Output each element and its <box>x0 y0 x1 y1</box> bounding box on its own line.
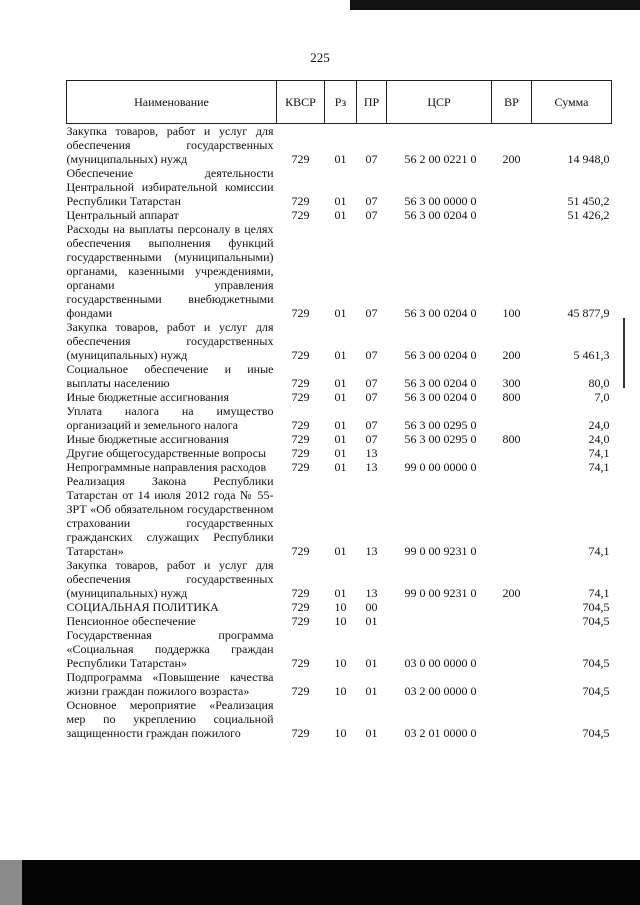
table-row <box>67 446 612 460</box>
cell-kvsr: 729 <box>291 656 310 670</box>
cell-pr: 13 <box>365 544 378 558</box>
cell-pr: 07 <box>365 418 378 432</box>
cell-kvsr: 729 <box>291 418 310 432</box>
table-row <box>67 124 612 167</box>
cell-pr: 00 <box>365 600 378 614</box>
cell-kvsr: 729 <box>291 600 310 614</box>
cell-rz: 01 <box>334 446 347 460</box>
cell-name: Иные бюджетные ассигнования <box>66 432 229 446</box>
cell-rz: 01 <box>334 390 347 404</box>
cell-vr: 100 <box>502 306 521 320</box>
table-row <box>67 404 612 432</box>
cell-name: Другие общегосударственные вопросы <box>66 446 267 460</box>
cell-name: Социальное обеспечение и иные выплаты населению <box>66 362 274 390</box>
cell-pr: 01 <box>365 726 378 740</box>
budget-table <box>66 80 612 740</box>
cell-name: Расходы на выплаты персоналу в целях обеспечения выполнения функций государственными (муниципальными) органами, казенными учреждениями, органами управления государственными внебюджетными фондами <box>66 222 274 320</box>
cell-vr <box>492 698 532 740</box>
cell-vr <box>492 600 532 614</box>
cell-rz: 10 <box>334 600 347 614</box>
cell-rz: 01 <box>334 152 347 166</box>
cell-name: Центральный аппарат <box>66 208 179 222</box>
cell-vr <box>492 614 532 628</box>
cell-rz: 01 <box>334 586 347 600</box>
cell-csr: 03 2 01 0000 0 <box>404 726 477 740</box>
cell-rz: 01 <box>334 460 347 474</box>
cell-vr <box>492 446 532 460</box>
table-row <box>67 222 612 320</box>
cell-kvsr: 729 <box>291 446 310 460</box>
cell-csr <box>387 614 492 628</box>
cell-rz: 01 <box>334 194 347 208</box>
cell-sum: 7,0 <box>594 390 610 404</box>
cell-vr <box>492 208 532 222</box>
table-row <box>67 698 612 740</box>
cell-sum: 74,1 <box>588 544 610 558</box>
cell-rz: 01 <box>334 376 347 390</box>
cell-sum: 704,5 <box>582 684 610 698</box>
cell-pr: 13 <box>365 446 378 460</box>
cell-kvsr: 729 <box>291 586 310 600</box>
cell-csr: 56 2 00 0221 0 <box>404 152 477 166</box>
cell-rz: 10 <box>334 614 347 628</box>
cell-name: Иные бюджетные ассигнования <box>66 390 229 404</box>
cell-kvsr: 729 <box>291 376 310 390</box>
header-sum: Сумма <box>532 81 612 124</box>
table-row <box>67 166 612 208</box>
cell-vr: 200 <box>502 586 521 600</box>
cell-csr: 56 3 00 0204 0 <box>404 306 477 320</box>
cell-pr: 13 <box>365 586 378 600</box>
cell-pr: 07 <box>365 152 378 166</box>
cell-rz: 01 <box>334 348 347 362</box>
cell-vr <box>492 474 532 558</box>
cell-kvsr: 729 <box>291 684 310 698</box>
cell-sum: 704,5 <box>582 726 610 740</box>
cell-name: Основное мероприятие «Реализация мер по укреплению социальной защищенности граждан пожилого <box>66 698 274 740</box>
scan-artifact-edge <box>623 318 625 388</box>
cell-name: Закупка товаров, работ и услуг для обеспечения государственных (муниципальных) нужд <box>66 320 274 362</box>
cell-rz: 01 <box>334 432 347 446</box>
cell-name: Реализация Закона Республики Татарстан от 14 июля 2012 года № 55-ЗРТ «Об обязательном государственном страховании государственных гражданских служащих Республики Татарстан» <box>66 474 274 558</box>
table-row <box>67 208 612 222</box>
cell-sum: 80,0 <box>588 376 610 390</box>
table-row <box>67 670 612 698</box>
cell-pr: 07 <box>365 348 378 362</box>
cell-sum: 74,1 <box>588 446 610 460</box>
cell-sum: 51 426,2 <box>567 208 610 222</box>
cell-vr: 800 <box>502 432 521 446</box>
table-row <box>67 614 612 628</box>
cell-kvsr: 729 <box>291 544 310 558</box>
cell-kvsr: 729 <box>291 306 310 320</box>
cell-sum: 704,5 <box>582 614 610 628</box>
cell-name: Подпрограмма «Повышение качества жизни граждан пожилого возраста» <box>66 670 274 698</box>
cell-pr: 07 <box>365 306 378 320</box>
table-row <box>67 362 612 390</box>
cell-kvsr: 729 <box>291 194 310 208</box>
cell-csr <box>387 600 492 614</box>
cell-csr: 03 2 00 0000 0 <box>404 684 477 698</box>
cell-sum: 704,5 <box>582 656 610 670</box>
cell-sum: 74,1 <box>588 460 610 474</box>
cell-rz: 01 <box>334 418 347 432</box>
cell-name: Закупка товаров, работ и услуг для обеспечения государственных (муниципальных) нужд <box>66 558 274 600</box>
cell-sum: 51 450,2 <box>567 194 610 208</box>
cell-csr: 56 3 00 0204 0 <box>404 348 477 362</box>
cell-sum: 5 461,3 <box>573 348 610 362</box>
scan-artifact-bottom-edge <box>0 860 22 905</box>
header-rz: Рз <box>325 81 357 124</box>
cell-csr: 99 0 00 9231 0 <box>404 586 477 600</box>
table-row <box>67 320 612 362</box>
cell-pr: 07 <box>365 208 378 222</box>
cell-pr: 07 <box>365 376 378 390</box>
cell-rz: 01 <box>334 544 347 558</box>
table-row <box>67 474 612 558</box>
cell-sum: 24,0 <box>588 432 610 446</box>
table-row <box>67 460 612 474</box>
cell-vr <box>492 628 532 670</box>
cell-vr: 800 <box>502 390 521 404</box>
cell-kvsr: 729 <box>291 208 310 222</box>
cell-vr <box>492 404 532 432</box>
cell-name: Государственная программа «Социальная поддержка граждан Республики Татарстан» <box>66 628 274 670</box>
cell-csr: 99 0 00 9231 0 <box>404 544 477 558</box>
cell-rz: 10 <box>334 656 347 670</box>
page-number: 225 <box>310 50 330 65</box>
cell-csr: 56 3 00 0295 0 <box>404 432 477 446</box>
header-kvsr: КВСР <box>277 81 325 124</box>
cell-sum: 74,1 <box>588 586 610 600</box>
cell-rz: 10 <box>334 684 347 698</box>
cell-name: Уплата налога на имущество организаций и земельного налога <box>66 404 274 432</box>
scan-artifact-bottom <box>0 860 640 905</box>
cell-pr: 07 <box>365 390 378 404</box>
cell-kvsr: 729 <box>291 152 310 166</box>
cell-kvsr: 729 <box>291 390 310 404</box>
cell-csr: 56 3 00 0204 0 <box>404 208 477 222</box>
header-pr: ПР <box>357 81 387 124</box>
cell-pr: 01 <box>365 614 378 628</box>
cell-vr: 200 <box>502 348 521 362</box>
cell-name: Обеспечение деятельности Центральной избирательной комиссии Республики Татарстан <box>66 166 274 208</box>
cell-sum: 14 948,0 <box>567 152 610 166</box>
cell-sum: 24,0 <box>588 418 610 432</box>
cell-vr: 300 <box>502 376 521 390</box>
cell-kvsr: 729 <box>291 726 310 740</box>
table-row <box>67 628 612 670</box>
cell-pr: 07 <box>365 432 378 446</box>
cell-pr: 07 <box>365 194 378 208</box>
cell-vr <box>492 460 532 474</box>
cell-sum: 45 877,9 <box>567 306 610 320</box>
header-csr: ЦСР <box>387 81 492 124</box>
cell-vr <box>492 670 532 698</box>
cell-csr: 03 0 00 0000 0 <box>404 656 477 670</box>
cell-name: Непрограммные направления расходов <box>66 460 267 474</box>
cell-csr: 56 3 00 0295 0 <box>404 418 477 432</box>
cell-name: Пенсионное обеспечение <box>66 614 196 628</box>
cell-pr: 01 <box>365 656 378 670</box>
cell-kvsr: 729 <box>291 348 310 362</box>
table-row <box>67 390 612 404</box>
cell-csr: 56 3 00 0204 0 <box>404 376 477 390</box>
cell-pr: 13 <box>365 460 378 474</box>
header-vr: ВР <box>492 81 532 124</box>
cell-pr: 01 <box>365 684 378 698</box>
cell-name: Закупка товаров, работ и услуг для обеспечения государственных (муниципальных) нужд <box>66 124 274 166</box>
table-body <box>67 124 612 741</box>
cell-name: СОЦИАЛЬНАЯ ПОЛИТИКА <box>66 600 219 614</box>
cell-csr: 99 0 00 0000 0 <box>404 460 477 474</box>
cell-kvsr: 729 <box>291 432 310 446</box>
cell-kvsr: 729 <box>291 460 310 474</box>
cell-vr <box>492 166 532 208</box>
cell-csr: 56 3 00 0204 0 <box>404 390 477 404</box>
cell-kvsr: 729 <box>291 614 310 628</box>
table-row <box>67 600 612 614</box>
header-name: Наименование <box>67 81 277 124</box>
cell-vr: 200 <box>502 152 521 166</box>
cell-sum: 704,5 <box>582 600 610 614</box>
cell-rz: 01 <box>334 306 347 320</box>
cell-rz: 01 <box>334 208 347 222</box>
table-row <box>67 432 612 446</box>
scan-artifact-top <box>350 0 640 10</box>
table-row <box>67 558 612 600</box>
cell-csr <box>387 446 492 460</box>
cell-csr: 56 3 00 0000 0 <box>404 194 477 208</box>
cell-rz: 10 <box>334 726 347 740</box>
table-header-row <box>67 81 612 124</box>
